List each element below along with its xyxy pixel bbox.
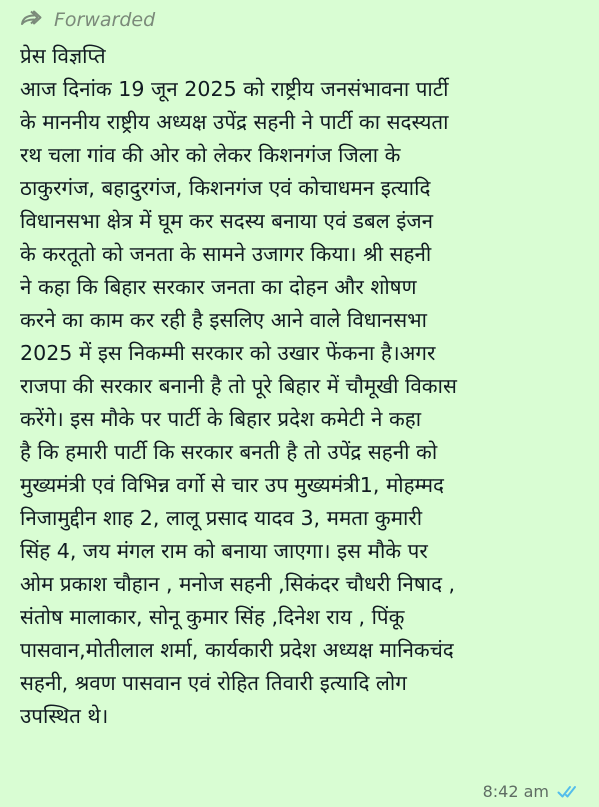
- message-line: उपस्थित थे।: [20, 704, 109, 728]
- message-line: सिंह 4, जय मंगल राम को बनाया जाएगा। इस मौके पर: [20, 539, 428, 563]
- message-line: पासवान,मोतीलाल शर्मा, कार्यकारी प्रदेश अध्यक्ष मानिकचंद: [20, 638, 454, 662]
- message-line: ठाकुरगंज, बहादुरगंज, किशनगंज एवं कोचाधमन इत्यादि: [20, 176, 431, 200]
- message-line: रथ चला गांव की ओर को लेकर किशनगंज जिला के: [20, 143, 401, 167]
- message-line: है कि हमारी पार्टी कि सरकार बनती है तो उपेंद्र सहनी को: [20, 440, 438, 464]
- forwarded-label: Forwarded: [54, 9, 156, 31]
- forwarded-label-row: [20, 6, 155, 34]
- forward-arrow-icon: [20, 9, 54, 31]
- message-line: प्रेस विज्ञप्ति: [20, 44, 106, 68]
- message-line: ओम प्रकाश चौहान , मनोज सहनी ,सिकंदर चौधरी निषाद ,: [20, 572, 456, 596]
- message-line: सहनी, श्रवण पासवान एवं रोहित तिवारी इत्यादि लोग: [20, 671, 407, 695]
- message-line: ने कहा कि बिहार सरकार जनता का दोहन और शोषण: [20, 275, 417, 299]
- message-line: संतोष मालाकार, सोनू कुमार सिंह ,दिनेश राय , पिंकू: [20, 605, 405, 629]
- message-line: मुख्यमंत्री एवं विभिन्न वर्गो से चार उप मुख्यमंत्री1, मोहम्मद: [20, 473, 444, 497]
- message-line: 2025 में इस निकम्मी सरकार को उखार फेंकना है।अगर: [20, 341, 436, 365]
- message-line: आज दिनांक 19 जून 2025 को राष्ट्रीय जनसंभावना पार्टी: [20, 77, 449, 101]
- message-line: विधानसभा क्षेत्र में घूम कर सदस्य बनाया एवं डबल इंजन: [20, 209, 434, 233]
- message-line: निजामुद्दीन शाह 2, लालू प्रसाद यादव 3, ममता कुमारी: [20, 506, 423, 530]
- double-check-icon: [557, 784, 581, 800]
- message-line: के करतूतो को जनता के सामने उजागर किया। श्री सहनी: [20, 242, 432, 266]
- message-timestamp: 8:42 am: [482, 782, 549, 801]
- message-line: राजपा की सरकार बनानी है तो पूरे बिहार में चौमूखी विकास: [20, 374, 457, 398]
- message-line: करने का काम कर रही है इसलिए आने वाले विधानसभा: [20, 308, 427, 332]
- message-line: करेंगे। इस मौके पर पार्टी के बिहार प्रदेश कमेटी ने कहा: [20, 407, 422, 431]
- message-line: के माननीय राष्ट्रीय अध्यक्ष उपेंद्र सहनी ने पार्टी का सदस्यता: [20, 110, 449, 134]
- message-text: [20, 40, 595, 733]
- message-meta: [483, 782, 581, 801]
